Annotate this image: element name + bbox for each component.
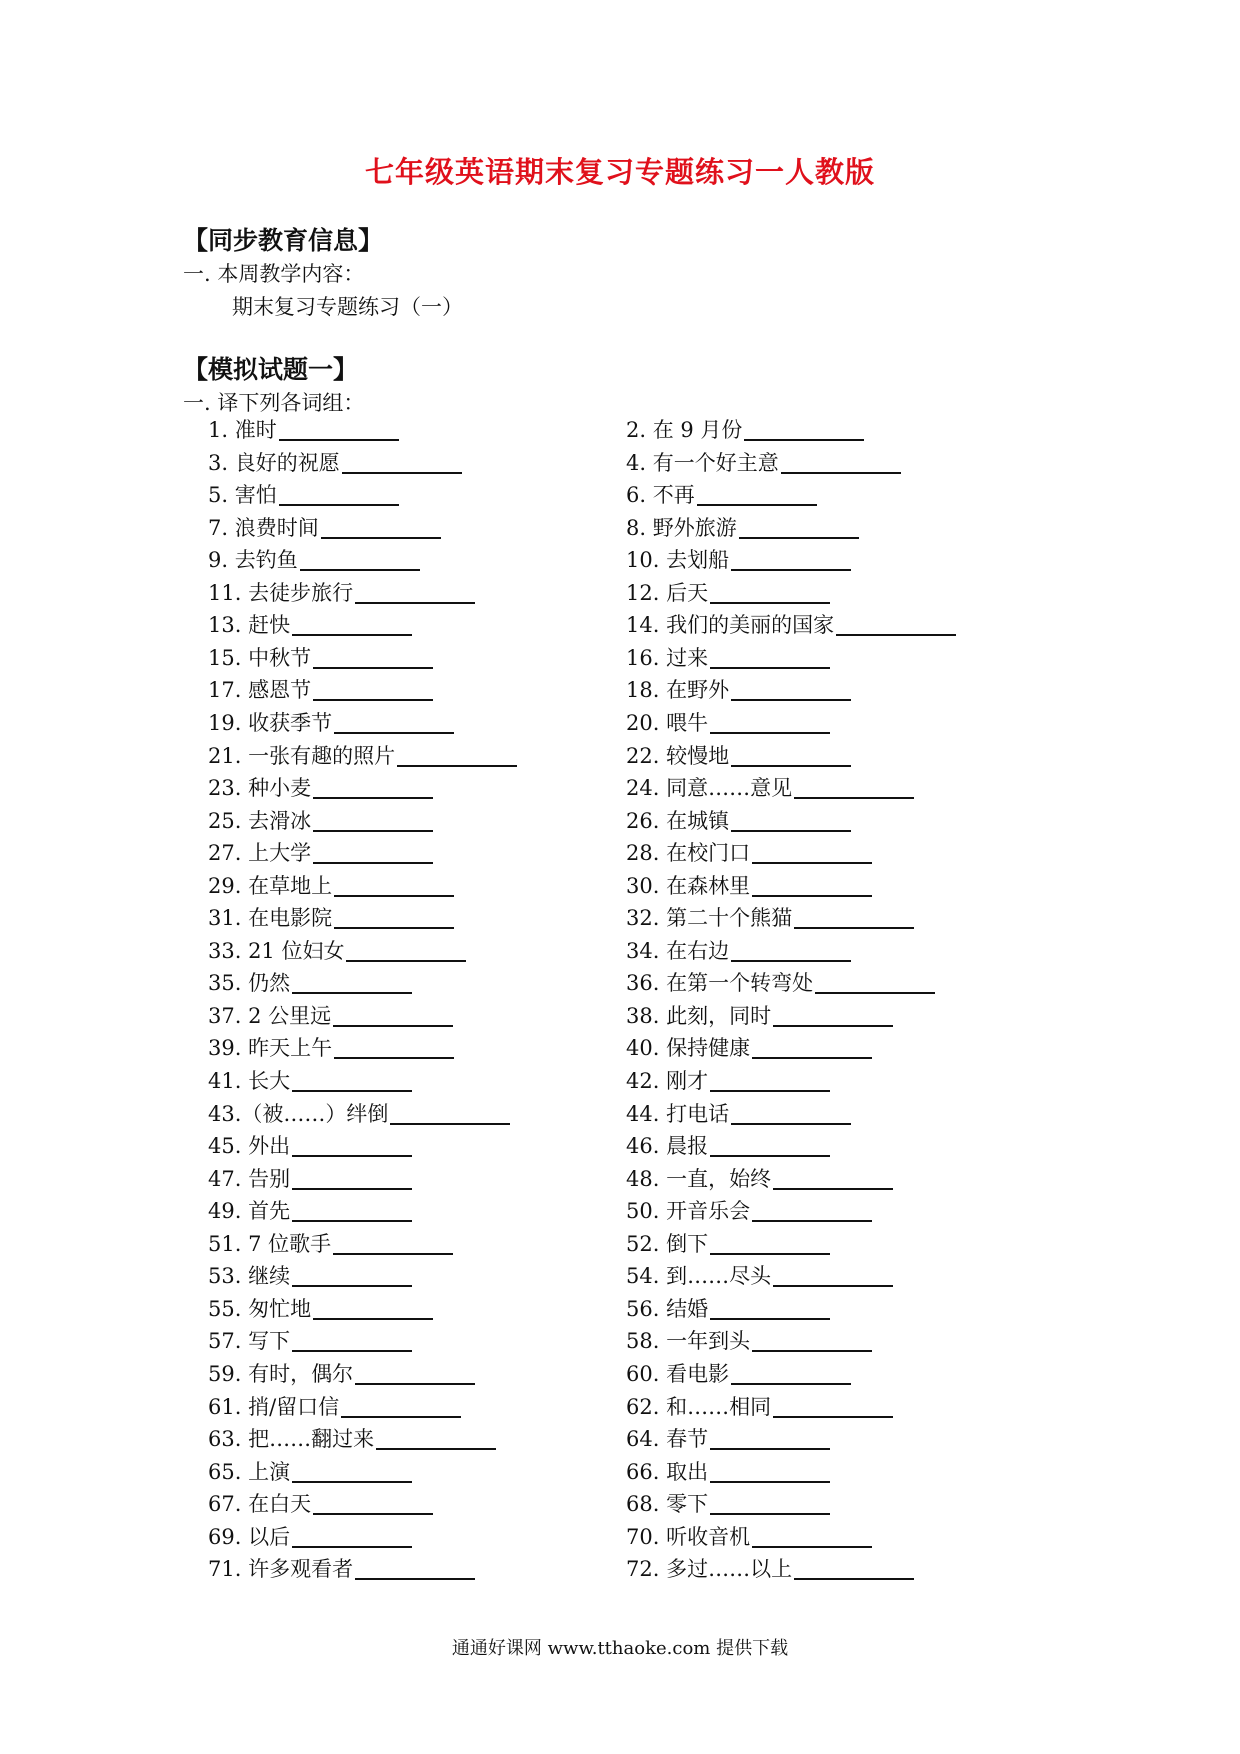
exercise-item-text: 45. 外出 [208,1134,291,1159]
exercise-item-text: 14. 我们的美丽的国家 [626,613,835,638]
exercise-item [208,1490,433,1518]
exercise-item [626,1523,872,1551]
exercise-item [626,937,851,965]
exercise-item-text: 62. 和……相同 [626,1394,772,1419]
exercise-item [208,774,433,802]
exercise-item [626,514,859,542]
exercise-item-text: 35. 仍然 [208,971,291,996]
exercise-item [208,481,399,509]
exercise-item [208,644,433,672]
footer-source: 通通好课网 www.tthaoke.com 提供下载 [451,1638,789,1659]
answer-blank[interactable] [744,438,864,441]
exercise-item [208,1425,496,1453]
answer-blank[interactable] [794,1577,914,1580]
answer-blank[interactable] [313,666,433,669]
exercise-item [626,1327,872,1355]
exercise-item [208,449,462,477]
exercise-item [626,774,914,802]
answer-blank[interactable] [355,1382,475,1385]
exercise-item [626,1555,914,1583]
answer-blank[interactable] [313,796,433,799]
teaching-content-value: 期末复习专题练习（一） [232,295,463,319]
answer-blank[interactable] [313,829,433,832]
exercise-item [208,1165,412,1193]
exercise-item-text: 6. 不再 [626,483,695,508]
answer-blank[interactable] [773,1187,893,1190]
exercise-item [208,416,399,444]
exercise-item-text: 53. 继续 [208,1264,291,1289]
exercise-item-text: 10. 去划船 [626,548,730,573]
exercise-item-text: 21. 一张有趣的照片 [208,743,396,768]
exercise-item [626,1262,893,1290]
answer-blank[interactable] [334,926,454,929]
answer-blank[interactable] [279,503,399,506]
answer-blank[interactable] [397,764,517,767]
exercise-item [208,546,420,574]
answer-blank[interactable] [292,1545,412,1548]
exercise-item [626,1132,830,1160]
exercise-item-text: 26. 在城镇 [626,808,730,833]
answer-blank[interactable] [752,1056,872,1059]
exercise-item [626,709,830,737]
exercise-item-text: 24. 同意……意见 [626,776,793,801]
exercise-item [626,904,914,932]
exercise-item [208,1327,412,1355]
exercise-item-text: 68. 零下 [626,1492,709,1517]
exercise-item-text: 7. 浪费时间 [208,515,319,540]
answer-blank[interactable] [376,1447,496,1450]
exercise-item-text: 56. 结婚 [626,1296,709,1321]
exercise-item [208,1034,454,1062]
exercise-item [626,416,864,444]
exercise-item [208,676,433,704]
answer-blank[interactable] [731,959,851,962]
exercise-item [626,481,817,509]
answer-blank[interactable] [710,666,830,669]
answer-blank[interactable] [752,894,872,897]
exercise-item-text: 22. 较慢地 [626,743,730,768]
exercise-item-text: 9. 去钓鱼 [208,548,298,573]
answer-blank[interactable] [731,764,851,767]
exercise-item-text: 34. 在右边 [626,938,730,963]
exercise-item [626,1425,830,1453]
exercise-item [626,1458,830,1486]
exercise-item-text: 47. 告别 [208,1166,291,1191]
exercise-item-text: 41. 长大 [208,1069,291,1093]
answer-blank[interactable] [334,1056,454,1059]
exercise-item [208,1230,453,1258]
exercise-item-text: 15. 中秋节 [208,645,312,670]
answer-blank[interactable] [279,438,399,441]
answer-blank[interactable] [773,1284,893,1287]
exercise-item [626,1067,830,1095]
answer-blank[interactable] [731,1122,851,1125]
answer-blank[interactable] [710,1447,830,1450]
exercise-item-text: 61. 捎/留口信 [208,1394,340,1419]
exercise-item-text: 63. 把……翻过来 [208,1427,375,1452]
answer-blank[interactable] [300,568,420,571]
exercise-item [626,676,851,704]
exercise-item-text: 64. 春节 [626,1427,709,1452]
exercise-item-text: 11. 去徒步旅行 [208,580,354,605]
answer-blank[interactable] [346,959,466,962]
exercise-item-text: 60. 看电影 [626,1361,730,1386]
exercise-item [626,644,830,672]
exercise-item-text: 52. 倒下 [626,1231,709,1256]
exercise-item [208,1067,412,1095]
answer-blank[interactable] [710,1512,830,1515]
answer-blank[interactable] [292,1154,412,1157]
exercise-item-text: 40. 保持健康 [626,1036,751,1061]
answer-blank[interactable] [815,991,935,994]
exercise-item [208,514,441,542]
exercise-item-text: 72. 多过……以上 [626,1557,793,1582]
exercise-item [626,546,851,574]
exercise-item [208,1360,475,1388]
answer-blank[interactable] [390,1122,510,1125]
exercise-item-text: 71. 许多观看者 [208,1557,354,1582]
exercise-item-text: 69. 以后 [208,1524,291,1549]
answer-blank[interactable] [739,536,859,539]
answer-blank[interactable] [313,861,433,864]
answer-blank[interactable] [710,1154,830,1157]
answer-blank[interactable] [752,861,872,864]
answer-blank[interactable] [710,1252,830,1255]
answer-blank[interactable] [710,1480,830,1483]
exercise-item [208,1197,412,1225]
answer-blank[interactable] [334,894,454,897]
exercise-item-text: 67. 在白天 [208,1492,312,1517]
exercise-item [208,1523,412,1551]
exercise-item-text: 12. 后天 [626,580,709,605]
exercise-item [208,1100,510,1128]
exercise-item [626,1230,830,1258]
exercise-item-text: 50. 开音乐会 [626,1199,751,1224]
exercise-item-text: 59. 有时，偶尔 [208,1361,354,1386]
exercise-item-text: 30. 在森林里 [626,873,751,898]
exercise-item-text: 20. 喂牛 [626,710,709,735]
exercise-item [208,937,466,965]
exercise-item-text: 4. 有一个好主意 [626,450,779,475]
exercise-item [208,1393,461,1421]
exercise-item [208,611,412,639]
exercise-item-text: 27. 上大学 [208,841,312,866]
answer-blank[interactable] [794,926,914,929]
exercise-item [626,611,956,639]
exercise-item [626,1100,851,1128]
exercise-item-text: 49. 首先 [208,1199,291,1224]
exercise-item [208,839,433,867]
answer-blank[interactable] [710,1317,830,1320]
answer-blank[interactable] [731,1382,851,1385]
answer-blank[interactable] [731,568,851,571]
exercise-item-text: 32. 第二十个熊猫 [626,906,793,931]
instruction-translate: 一. 译下列各词组： [183,391,365,415]
exercise-item-text: 18. 在野外 [626,678,730,703]
exercise-item-text: 38. 此刻，同时 [626,1003,772,1028]
answer-blank[interactable] [313,1512,433,1515]
exercise-item-text: 31. 在电影院 [208,906,333,931]
answer-blank[interactable] [697,503,817,506]
exercise-item-text: 66. 取出 [626,1459,709,1484]
answer-blank[interactable] [710,1089,830,1092]
exercise-item-text: 13. 赶快 [208,613,291,638]
exercise-item [208,872,454,900]
section-heading-mock-test: 【模拟试题一】 [183,355,359,384]
exercise-item [208,1458,412,1486]
exercise-item-text: 51. 7 位歌手 [208,1231,332,1256]
section-heading-sync-info: 【同步教育信息】 [183,226,384,255]
exercise-item-text: 65. 上演 [208,1459,291,1484]
exercise-item-text: 17. 感恩节 [208,678,312,703]
answer-blank[interactable] [333,1024,453,1027]
answer-blank[interactable] [292,991,412,994]
exercise-item-text: 5. 害怕 [208,483,277,508]
exercise-item-text: 46. 晨报 [626,1134,709,1159]
exercise-item [208,1555,475,1583]
exercise-item-text: 29. 在草地上 [208,873,333,898]
exercise-item-text: 58. 一年到头 [626,1329,751,1354]
answer-blank[interactable] [333,1252,453,1255]
answer-blank[interactable] [321,536,441,539]
exercise-item-text: 42. 刚才 [626,1069,709,1093]
exercise-item-text: 55. 匆忙地 [208,1296,312,1321]
exercise-item [626,579,830,607]
exercise-item-text: 48. 一直，始终 [626,1166,772,1191]
exercise-item-text: 57. 写下 [208,1329,291,1354]
exercise-item [626,1295,830,1323]
exercise-item-text: 33. 21 位妇女 [208,938,345,963]
answer-blank[interactable] [731,829,851,832]
exercise-item [626,1197,872,1225]
answer-blank[interactable] [341,1415,461,1418]
exercise-item [626,807,851,835]
exercise-item [626,872,872,900]
answer-blank[interactable] [292,1089,412,1092]
answer-blank[interactable] [334,731,454,734]
exercise-item-text: 1. 准时 [208,418,277,442]
answer-blank[interactable] [752,1545,872,1548]
exercise-item [208,904,454,932]
answer-blank[interactable] [752,1349,872,1352]
exercise-item [626,1002,893,1030]
answer-blank[interactable] [342,471,462,474]
exercise-item-text: 19. 收获季节 [208,710,333,735]
exercise-item [208,1132,412,1160]
exercise-item-text: 28. 在校门口 [626,841,751,866]
exercise-item [626,1165,893,1193]
answer-blank[interactable] [292,1187,412,1190]
answer-blank[interactable] [731,698,851,701]
exercise-item [208,1002,453,1030]
answer-blank[interactable] [752,1219,872,1222]
document-title: 七年级英语期末复习专题练习一人教版 [364,155,875,189]
answer-blank[interactable] [794,796,914,799]
answer-blank[interactable] [836,633,956,636]
exercise-item [208,1295,433,1323]
answer-blank[interactable] [292,1284,412,1287]
exercise-item-text: 3. 良好的祝愿 [208,450,340,475]
exercise-item-text: 37. 2 公里远 [208,1003,332,1028]
exercise-item [626,969,935,997]
answer-blank[interactable] [710,601,830,604]
exercise-item [208,807,433,835]
exercise-item [208,579,475,607]
exercise-item [626,1034,872,1062]
exercise-item-text: 16. 过来 [626,645,709,670]
answer-blank[interactable] [710,731,830,734]
exercise-item [208,709,454,737]
answer-blank[interactable] [355,1577,475,1580]
answer-blank[interactable] [773,1024,893,1027]
exercise-item [208,1262,412,1290]
answer-blank[interactable] [781,471,901,474]
exercise-item-text: 25. 去滑冰 [208,808,312,833]
answer-blank[interactable] [313,1317,433,1320]
exercise-item [626,1393,893,1421]
answer-blank[interactable] [313,698,433,701]
exercise-item-text: 70. 听收音机 [626,1524,751,1549]
exercise-item-text: 44. 打电话 [626,1101,730,1126]
exercise-item [626,449,901,477]
exercise-item [626,1490,830,1518]
exercise-item-text: 2. 在 9 月份 [626,418,743,442]
exercise-item-text: 36. 在第一个转弯处 [626,971,814,996]
exercise-item [626,839,872,867]
exercise-item [208,969,412,997]
exercise-item-text: 23. 种小麦 [208,776,312,801]
answer-blank[interactable] [292,1219,412,1222]
answer-blank[interactable] [292,1349,412,1352]
exercise-item-text: 54. 到……尽头 [626,1264,772,1289]
exercise-item-text: 8. 野外旅游 [626,515,737,540]
exercise-item-text: 39. 昨天上午 [208,1036,333,1061]
answer-blank[interactable] [773,1415,893,1418]
teaching-content-label: 一. 本周教学内容： [183,262,365,286]
exercise-item [626,1360,851,1388]
exercise-item [626,742,851,770]
answer-blank[interactable] [292,1480,412,1483]
exercise-item [208,742,517,770]
exercise-item-text: 43.（被……）绊倒 [208,1101,389,1126]
answer-blank[interactable] [355,601,475,604]
answer-blank[interactable] [292,633,412,636]
